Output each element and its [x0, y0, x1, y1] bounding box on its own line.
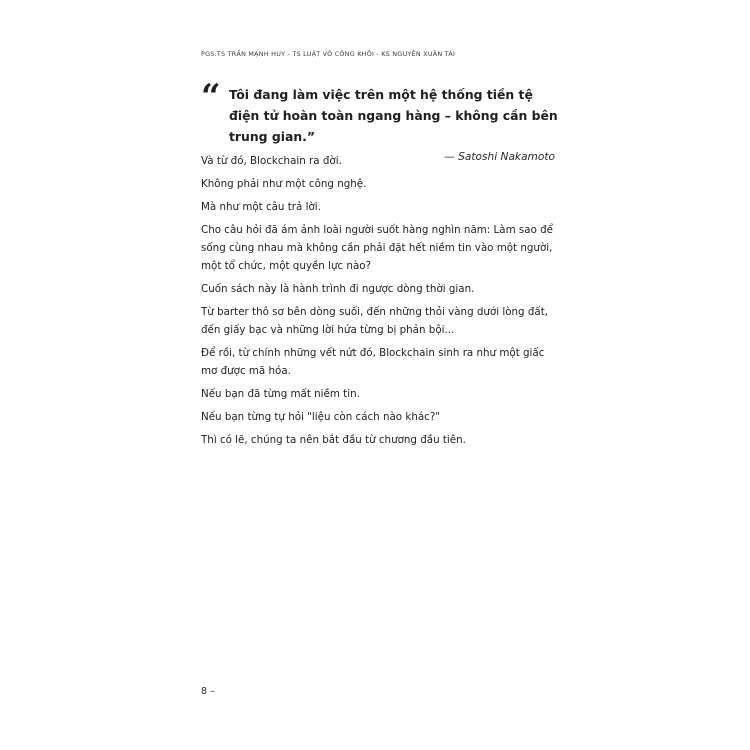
- paragraph: Nếu bạn từng tự hỏi "liệu còn cách nào khác?": [201, 411, 441, 423]
- quote-text: Tôi đang làm việc trên một hệ thống tiền tệ điện tử hoàn toàn ngang hàng – không cần bên trung gian.”: [229, 87, 558, 144]
- page-number: 8 –: [201, 686, 215, 697]
- running-header: PGS.TS TRẦN MẠNH HUY - TS LUẬT VÕ CÔNG KHÔI - KS NGUYỄN XUÂN TÀI: [201, 50, 456, 58]
- paragraph: Thì có lẽ, chúng ta nên bắt đầu từ chương đầu tiên.: [201, 434, 466, 446]
- paragraph: Để rồi, từ chính những vết nứt đó, Blockchain sinh ra như một giấc mơ được mã hóa.: [201, 347, 545, 377]
- quote-author: — Satoshi Nakamoto: [444, 151, 555, 163]
- body-text: [201, 152, 561, 454]
- paragraph: Mà như một câu trả lời.: [201, 201, 321, 213]
- paragraph: Và từ đó, Blockchain ra đời.: [201, 155, 342, 167]
- paragraph: Không phải như một công nghệ.: [201, 178, 367, 190]
- quote-mark-icon: “: [201, 77, 221, 117]
- paragraph: Cuốn sách này là hành trình đi ngược dòng thời gian.: [201, 283, 475, 295]
- paragraph: Cho câu hỏi đã ám ảnh loài người suốt hàng nghìn năm: Làm sao để sống cùng nhau mà không cần phải đặt hết niềm tin vào một người, một tổ chức, một quyền lực nào?: [201, 224, 554, 272]
- paragraph: Từ barter thô sơ bên dòng suối, đến những thỏi vàng dưới lòng đất, đến giấy bạc và những lời hứa từng bị phản bội...: [201, 306, 549, 336]
- paragraph: Nếu bạn đã từng mất niềm tin.: [201, 388, 360, 400]
